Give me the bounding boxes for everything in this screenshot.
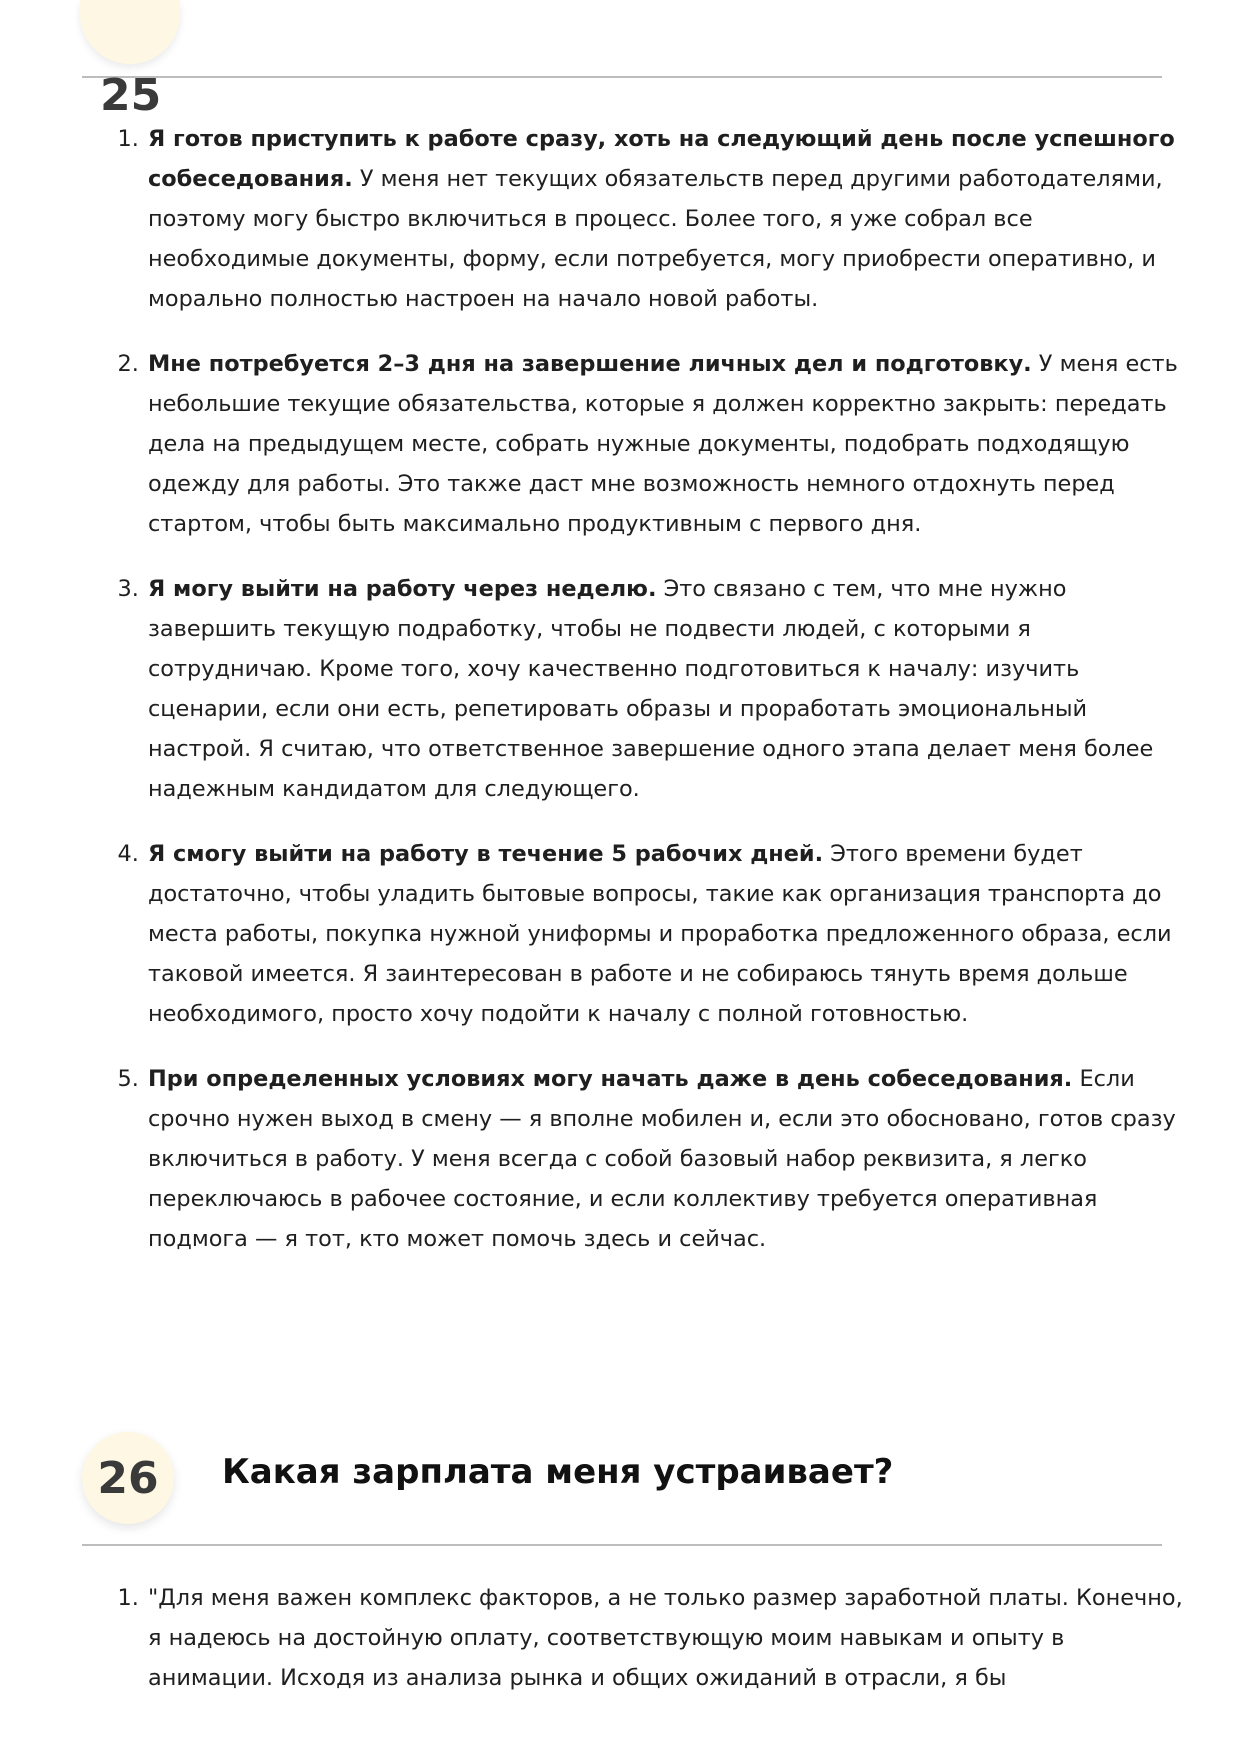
section-header-26 — [82, 1432, 1162, 1546]
section-number-badge: 26 — [82, 1432, 174, 1524]
answer-list-26 — [118, 1578, 1196, 1698]
answer-text: "Для меня важен комплекс факторов, а не только размер заработной платы. Конечно, я надеюсь на достойную оплату, соответствующую моим навыкам и опыту в анимации. Исходя из анализа рынка и общих ожиданий в отрасли, я бы — [148, 1585, 1183, 1691]
answer-item — [146, 834, 1196, 1034]
answer-text: Этого времени будет достаточно, чтобы уладить бытовые вопросы, такие как организация транспорта до места работы, покупка нужной униформы и проработка предложенного образа, если таковой имеется. Я заинтересован в работе и не собираюсь тянуть время дольше необходимого, просто хочу подойти к началу с полной готовностью. — [148, 841, 1172, 1027]
answer-list-25 — [118, 119, 1196, 1259]
answer-lead: При определенных условиях могу начать даже в день собеседования. — [148, 1066, 1073, 1092]
answer-text: У меня нет текущих обязательств перед другими работодателями, поэтому могу быстро включиться в процесс. Более того, я уже собрал все необходимые документы, форму, если потребуется, могу приобрести оперативно, и морально полностью настроен на начало новой работы. — [148, 166, 1163, 312]
answer-text: Если срочно нужен выход в смену — я вполне мобилен и, если это обосновано, готов сразу включиться в работу. У меня всегда с собой базовый набор реквизита, я легко переключаюсь в рабочее состояние, и если коллективу требуется оперативная подмога — я тот, кто может помочь здесь и сейчас. — [148, 1066, 1176, 1252]
answer-lead: Я готов приступить к работе сразу, хоть на следующий день после успешного собеседования. — [148, 126, 1175, 192]
answer-text: Это связано с тем, что мне нужно завершить текущую подработку, чтобы не подвести людей, с которыми я сотрудничаю. Кроме того, хочу качественно подготовиться к началу: изучить сценарии, если они есть, репетировать образы и проработать эмоциональный настрой. Я считаю, что ответственное завершение одного этапа делает меня более надежным кандидатом для следующего. — [148, 576, 1154, 802]
answer-item — [146, 344, 1196, 544]
section-divider-top — [82, 76, 1162, 78]
answer-lead: Мне потребуется 2–3 дня на завершение личных дел и подготовку. — [148, 351, 1032, 377]
section-title: Какая зарплата меня устраивает? — [222, 1452, 894, 1492]
answer-item — [146, 119, 1196, 319]
previous-section-badge — [80, 0, 180, 64]
section-divider — [82, 1544, 1162, 1546]
answer-item — [146, 1578, 1196, 1698]
section-number-25: 25 — [100, 70, 162, 121]
answer-text: У меня есть небольшие текущие обязательства, которые я должен корректно закрыть: передать дела на предыдущем месте, собрать нужные документы, подобрать подходящую одежду для работы. Это также даст мне возможность немного отдохнуть перед стартом, чтобы быть максимально продуктивным с первого дня. — [148, 351, 1178, 537]
answer-lead: Я могу выйти на работу через неделю. — [148, 576, 657, 602]
answer-lead: Я смогу выйти на работу в течение 5 рабочих дней. — [148, 841, 824, 867]
answer-item — [146, 569, 1196, 809]
answer-item — [146, 1059, 1196, 1259]
